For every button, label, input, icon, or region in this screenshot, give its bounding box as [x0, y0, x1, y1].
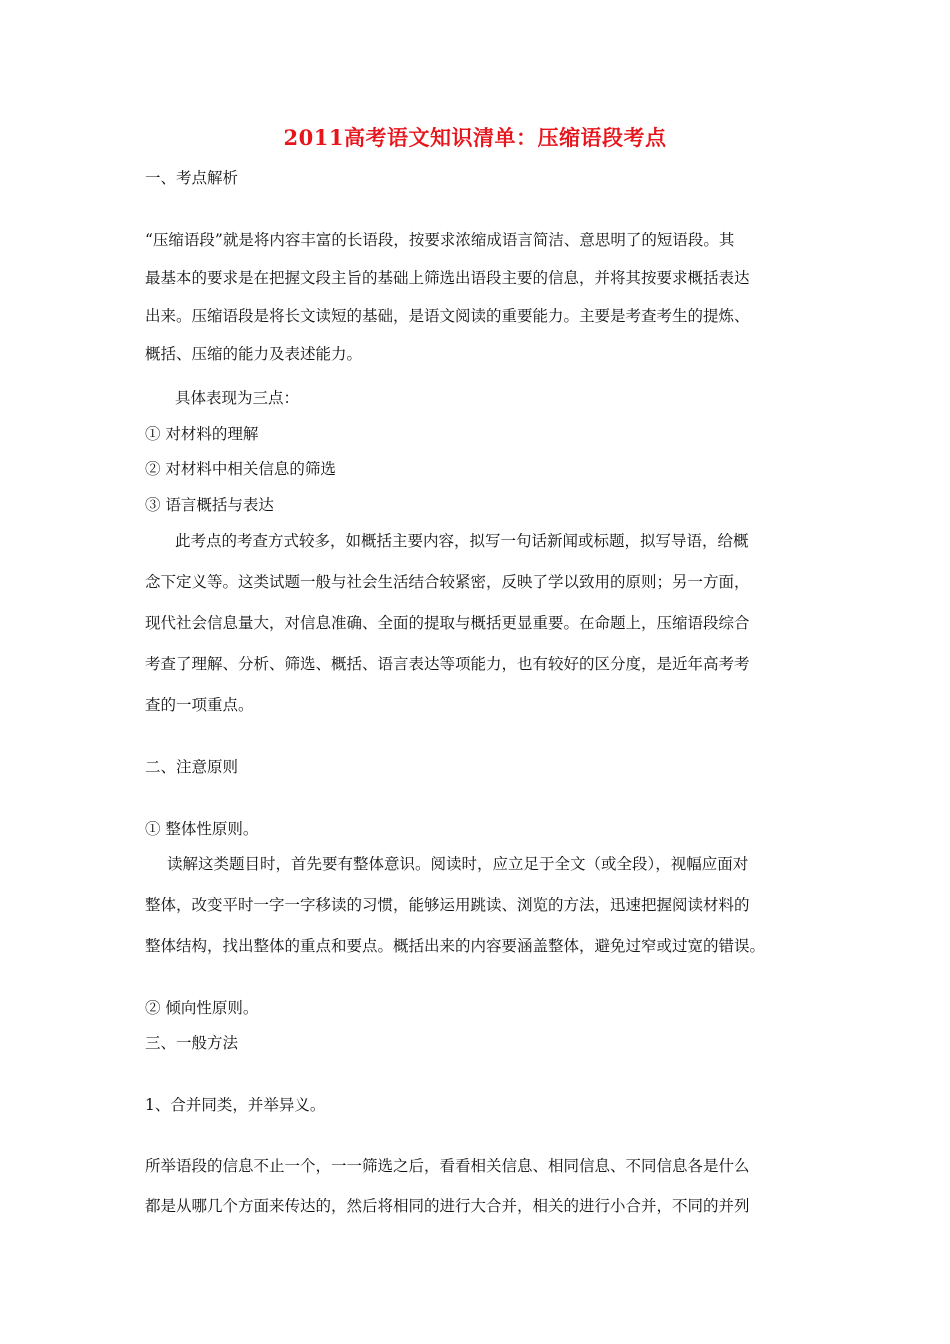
analysis-paragraph-line: 概括、压缩的能力及表述能力。 [145, 345, 363, 363]
section-heading-principles: 二、注意原则 [145, 758, 239, 776]
point-item: ① 对材料的理解 [145, 425, 259, 443]
section-heading-methods: 三、一般方法 [145, 1034, 239, 1052]
analysis-paragraph-line: 出来。压缩语段是将长文读短的基础，是语文阅读的重要能力。主要是考查考生的提炼、 [145, 307, 750, 325]
analysis-paragraph-line: 最基本的要求是在把握文段主旨的基础上筛选出语段主要的信息，并将其按要求概括表达 [145, 269, 750, 287]
document-title: 2011高考语文知识清单：压缩语段考点 [283, 125, 667, 150]
principle-paragraph-line: 整体结构，找出整体的重点和要点。概括出来的内容要涵盖整体，避免过窄或过宽的错误。 [145, 937, 766, 955]
methods-paragraph-line: 所举语段的信息不止一个，一一筛选之后，看看相关信息、相同信息、不同信息各是什么 [145, 1157, 750, 1175]
method-item: 1、合并同类，并举异义。 [145, 1096, 326, 1114]
method-paragraph-line: 查的一项重点。 [145, 696, 254, 714]
method-paragraph-line: 此考点的考查方式较多，如概括主要内容，拟写一句话新闻或标题，拟写导语，给概 [175, 532, 749, 550]
three-points-intro: 具体表现为三点： [175, 389, 300, 407]
method-paragraph-line: 念下定义等。这类试题一般与社会生活结合较紧密，反映了学以致用的原则；另一方面， [145, 573, 750, 591]
section-heading-analysis: 一、考点解析 [145, 169, 239, 187]
analysis-paragraph-line: “压缩语段”就是将内容丰富的长语段，按要求浓缩成语言简洁、意思明了的短语段。其 [145, 231, 735, 249]
methods-paragraph-line: 都是从哪几个方面来传达的，然后将相同的进行大合并，相关的进行小合并，不同的并列 [145, 1197, 750, 1215]
principle-item: ① 整体性原则。 [145, 820, 259, 838]
method-paragraph-line: 考查了理解、分析、筛选、概括、语言表达等项能力，也有较好的区分度，是近年高考考 [145, 655, 750, 673]
principle-paragraph-line: 读解这类题目时，首先要有整体意识。阅读时，应立足于全文（或全段），视幅应面对 [167, 855, 749, 873]
point-item: ② 对材料中相关信息的筛选 [145, 460, 336, 478]
method-paragraph-line: 现代社会信息量大，对信息准确、全面的提取与概括更显重要。在命题上，压缩语段综合 [145, 614, 750, 632]
point-item: ③ 语言概括与表达 [145, 496, 274, 514]
principle-paragraph-line: 整体，改变平时一字一字移读的习惯，能够运用跳读、浏览的方法，迅速把握阅读材料的 [145, 896, 750, 914]
principle-item: ② 倾向性原则。 [145, 999, 259, 1017]
